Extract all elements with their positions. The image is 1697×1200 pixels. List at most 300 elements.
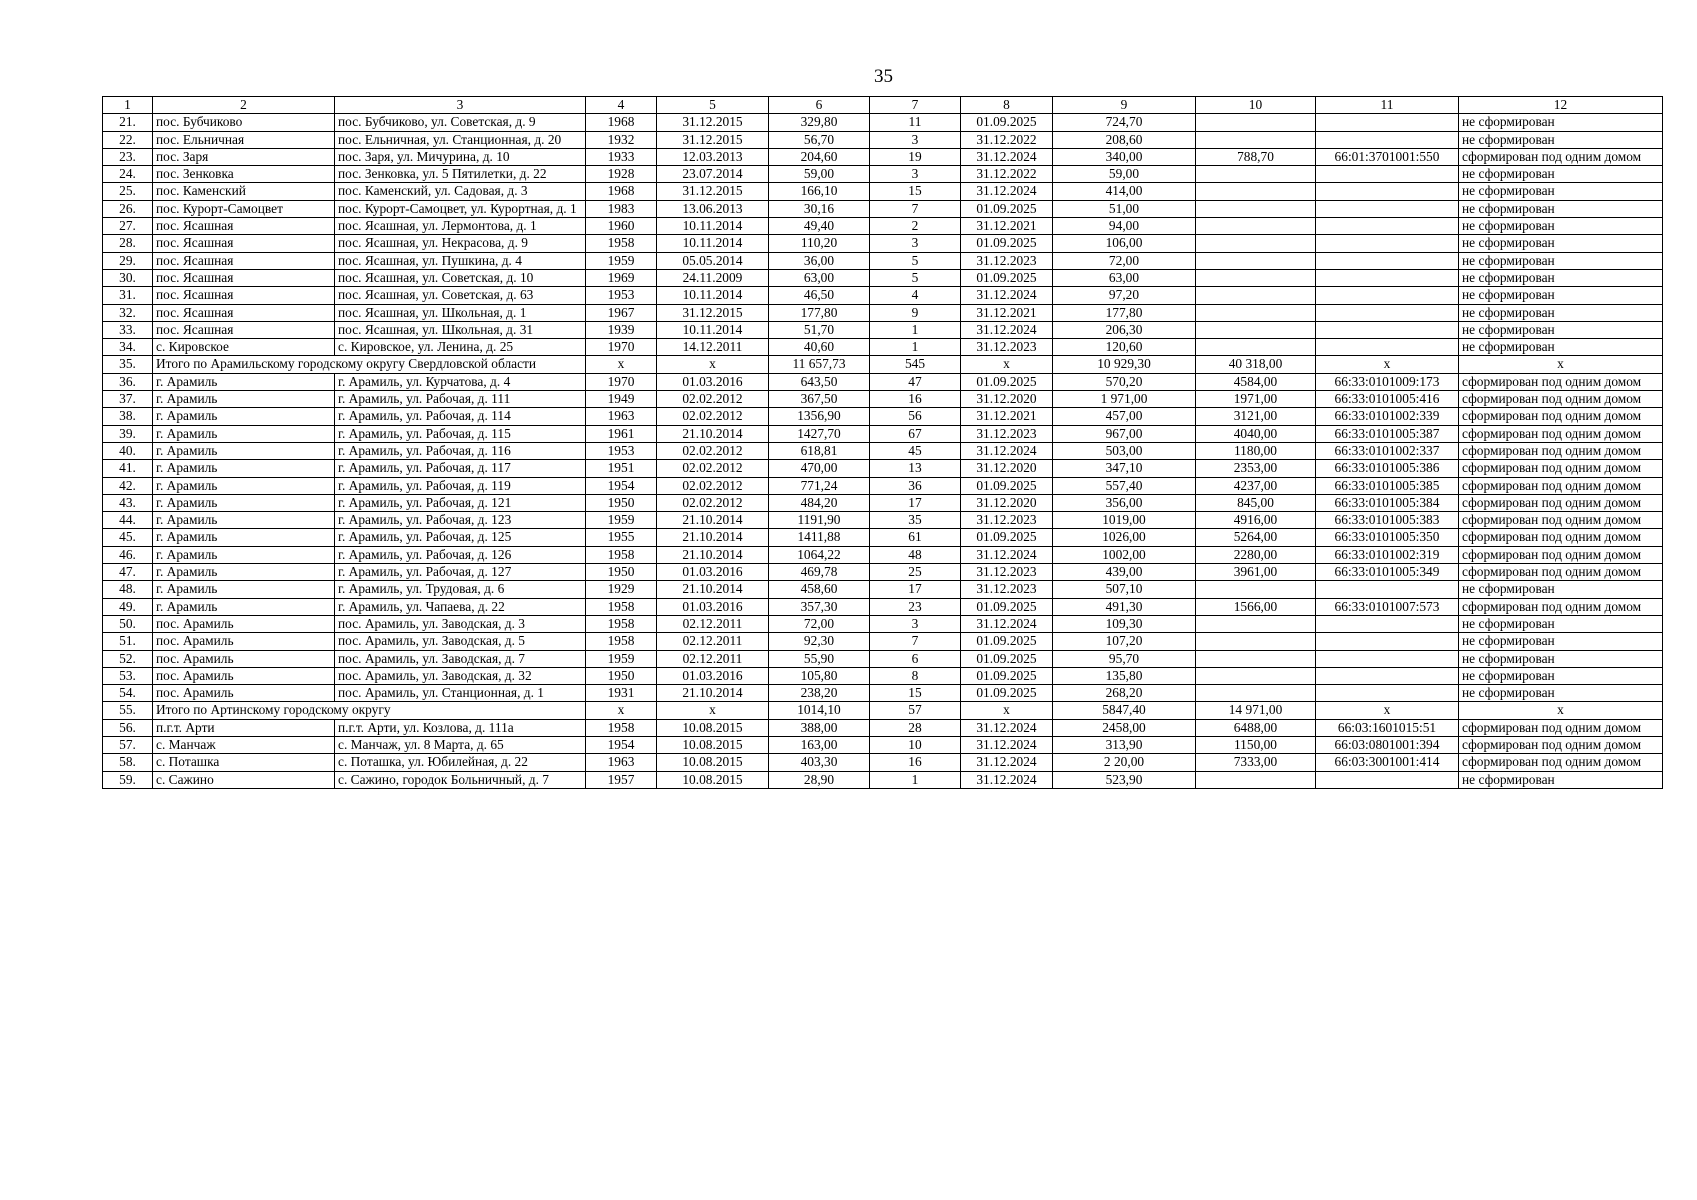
land-area-cell: 40 318,00 <box>1196 356 1316 373</box>
table-row <box>103 494 1663 511</box>
year-built-cell: 1957 <box>586 771 657 788</box>
land-status-cell: не сформирован <box>1459 183 1663 200</box>
address-cell: пос. Ясашная, ул. Советская, д. 63 <box>335 287 586 304</box>
locality-cell: пос. Заря <box>153 148 335 165</box>
area-to-resettle-cell: 109,30 <box>1053 615 1196 632</box>
address-cell: г. Арамиль, ул. Чапаева, д. 22 <box>335 598 586 615</box>
residents-cell: 45 <box>870 442 961 459</box>
column-header: 3 <box>335 97 586 114</box>
table-row <box>103 131 1663 148</box>
residents-cell: 67 <box>870 425 961 442</box>
land-status-cell: не сформирован <box>1459 131 1663 148</box>
year-built-cell: 1955 <box>586 529 657 546</box>
row-number-cell: 23. <box>103 148 153 165</box>
table-row <box>103 771 1663 788</box>
year-built-cell: 1950 <box>586 667 657 684</box>
locality-cell: г. Арамиль <box>153 494 335 511</box>
area-cell: 643,50 <box>769 373 870 390</box>
land-area-cell <box>1196 581 1316 598</box>
row-number-cell: 37. <box>103 391 153 408</box>
year-built-cell: 1959 <box>586 650 657 667</box>
land-area-cell <box>1196 200 1316 217</box>
land-area-cell: 6488,00 <box>1196 719 1316 736</box>
address-cell: г. Арамиль, ул. Рабочая, д. 115 <box>335 425 586 442</box>
locality-cell: пос. Арамиль <box>153 650 335 667</box>
cadastral-number-cell <box>1316 339 1459 356</box>
land-area-cell <box>1196 321 1316 338</box>
land-status-cell: сформирован под одним домом <box>1459 719 1663 736</box>
area-cell: 367,50 <box>769 391 870 408</box>
row-number-cell: 55. <box>103 702 153 719</box>
column-header: 9 <box>1053 97 1196 114</box>
residents-cell: 2 <box>870 218 961 235</box>
resettlement-deadline-cell: 31.12.2022 <box>961 166 1053 183</box>
recognition-date-cell: 31.12.2015 <box>657 183 769 200</box>
area-to-resettle-cell: 268,20 <box>1053 685 1196 702</box>
land-status-cell: не сформирован <box>1459 235 1663 252</box>
cadastral-number-cell: 66:33:0101005:383 <box>1316 512 1459 529</box>
residents-cell: 5 <box>870 252 961 269</box>
table-row <box>103 442 1663 459</box>
cadastral-number-cell <box>1316 200 1459 217</box>
resettlement-deadline-cell: 01.09.2025 <box>961 598 1053 615</box>
residents-cell: 57 <box>870 702 961 719</box>
area-cell: 46,50 <box>769 287 870 304</box>
locality-cell: г. Арамиль <box>153 373 335 390</box>
resettlement-deadline-cell: 31.12.2024 <box>961 736 1053 753</box>
land-status-cell: сформирован под одним домом <box>1459 564 1663 581</box>
locality-cell: пос. Зенковка <box>153 166 335 183</box>
year-built-cell: 1954 <box>586 477 657 494</box>
area-cell: 1427,70 <box>769 425 870 442</box>
land-status-cell: не сформирован <box>1459 321 1663 338</box>
cadastral-number-cell: 66:33:0101002:319 <box>1316 546 1459 563</box>
area-to-resettle-cell: 1 971,00 <box>1053 391 1196 408</box>
residents-cell: 17 <box>870 494 961 511</box>
column-header: 10 <box>1196 97 1316 114</box>
year-built-cell: 1961 <box>586 425 657 442</box>
resettlement-deadline-cell: 01.09.2025 <box>961 667 1053 684</box>
year-built-cell: 1958 <box>586 546 657 563</box>
year-built-cell: 1958 <box>586 615 657 632</box>
year-built-cell: 1963 <box>586 408 657 425</box>
resettlement-deadline-cell: 01.09.2025 <box>961 685 1053 702</box>
year-built-cell: 1950 <box>586 564 657 581</box>
land-status-cell: не сформирован <box>1459 339 1663 356</box>
row-number-cell: 52. <box>103 650 153 667</box>
land-area-cell: 4916,00 <box>1196 512 1316 529</box>
locality-cell: г. Арамиль <box>153 581 335 598</box>
recognition-date-cell: 02.02.2012 <box>657 391 769 408</box>
resettlement-deadline-cell: 31.12.2020 <box>961 391 1053 408</box>
address-cell: пос. Зенковка, ул. 5 Пятилетки, д. 22 <box>335 166 586 183</box>
row-number-cell: 42. <box>103 477 153 494</box>
table-row <box>103 391 1663 408</box>
table-row <box>103 252 1663 269</box>
residents-cell: 7 <box>870 633 961 650</box>
area-cell: 56,70 <box>769 131 870 148</box>
recognition-date-cell: 02.02.2012 <box>657 494 769 511</box>
address-cell: пос. Ясашная, ул. Советская, д. 10 <box>335 269 586 286</box>
table-row <box>103 200 1663 217</box>
resettlement-deadline-cell: 31.12.2024 <box>961 442 1053 459</box>
table-row <box>103 148 1663 165</box>
cadastral-number-cell: 66:33:0101005:386 <box>1316 460 1459 477</box>
table-row <box>103 598 1663 615</box>
address-cell: пос. Арамиль, ул. Станционная, д. 1 <box>335 685 586 702</box>
column-header: 1 <box>103 97 153 114</box>
recognition-date-cell: 12.03.2013 <box>657 148 769 165</box>
area-to-resettle-cell: 557,40 <box>1053 477 1196 494</box>
table-row <box>103 477 1663 494</box>
address-cell: с. Кировское, ул. Ленина, д. 25 <box>335 339 586 356</box>
residents-cell: 56 <box>870 408 961 425</box>
land-status-cell: сформирован под одним домом <box>1459 477 1663 494</box>
locality-cell: с. Манчаж <box>153 736 335 753</box>
land-area-cell <box>1196 235 1316 252</box>
resettlement-deadline-cell: 31.12.2020 <box>961 460 1053 477</box>
land-status-cell: сформирован под одним домом <box>1459 391 1663 408</box>
table-row <box>103 736 1663 753</box>
locality-cell: пос. Курорт-Самоцвет <box>153 200 335 217</box>
recognition-date-cell: 10.11.2014 <box>657 235 769 252</box>
land-area-cell <box>1196 183 1316 200</box>
cadastral-number-cell <box>1316 650 1459 667</box>
locality-cell: пос. Ельничная <box>153 131 335 148</box>
residents-cell: 6 <box>870 650 961 667</box>
recognition-date-cell: 10.08.2015 <box>657 719 769 736</box>
land-area-cell: 5264,00 <box>1196 529 1316 546</box>
resettlement-deadline-cell: 31.12.2024 <box>961 148 1053 165</box>
residents-cell: 16 <box>870 754 961 771</box>
locality-cell: пос. Ясашная <box>153 269 335 286</box>
locality-cell: г. Арамиль <box>153 598 335 615</box>
resettlement-deadline-cell: 31.12.2021 <box>961 408 1053 425</box>
cadastral-number-cell <box>1316 269 1459 286</box>
resettlement-deadline-cell: 31.12.2023 <box>961 512 1053 529</box>
recognition-date-cell: 14.12.2011 <box>657 339 769 356</box>
row-number-cell: 43. <box>103 494 153 511</box>
land-status-cell: не сформирован <box>1459 269 1663 286</box>
year-built-cell: 1933 <box>586 148 657 165</box>
cadastral-number-cell <box>1316 667 1459 684</box>
resettlement-deadline-cell: 01.09.2025 <box>961 114 1053 131</box>
recognition-date-cell: 05.05.2014 <box>657 252 769 269</box>
land-area-cell <box>1196 287 1316 304</box>
cadastral-number-cell: 66:33:0101005:349 <box>1316 564 1459 581</box>
cadastral-number-cell: 66:03:0801001:394 <box>1316 736 1459 753</box>
year-built-cell: 1950 <box>586 494 657 511</box>
row-number-cell: 49. <box>103 598 153 615</box>
land-status-cell: сформирован под одним домом <box>1459 408 1663 425</box>
recognition-date-cell: 21.10.2014 <box>657 581 769 598</box>
cadastral-number-cell: x <box>1316 356 1459 373</box>
cadastral-number-cell: 66:33:0101005:416 <box>1316 391 1459 408</box>
cadastral-number-cell: 66:33:0101005:384 <box>1316 494 1459 511</box>
land-status-cell: сформирован под одним домом <box>1459 148 1663 165</box>
total-label-cell: Итого по Арамильскому городскому округу Свердловской области <box>153 356 586 373</box>
area-to-resettle-cell: 967,00 <box>1053 425 1196 442</box>
row-number-cell: 50. <box>103 615 153 632</box>
recognition-date-cell: 02.12.2011 <box>657 633 769 650</box>
land-status-cell: не сформирован <box>1459 633 1663 650</box>
residents-cell: 16 <box>870 391 961 408</box>
area-to-resettle-cell: 313,90 <box>1053 736 1196 753</box>
land-area-cell <box>1196 633 1316 650</box>
resettlement-deadline-cell: 31.12.2024 <box>961 287 1053 304</box>
recognition-date-cell: 01.03.2016 <box>657 598 769 615</box>
year-built-cell: 1951 <box>586 460 657 477</box>
recognition-date-cell: x <box>657 356 769 373</box>
area-to-resettle-cell: 206,30 <box>1053 321 1196 338</box>
table-row <box>103 460 1663 477</box>
residents-cell: 13 <box>870 460 961 477</box>
resettlement-deadline-cell: 31.12.2023 <box>961 339 1053 356</box>
area-cell: 28,90 <box>769 771 870 788</box>
area-cell: 11 657,73 <box>769 356 870 373</box>
locality-cell: г. Арамиль <box>153 442 335 459</box>
cadastral-number-cell: 66:33:0101009:173 <box>1316 373 1459 390</box>
area-cell: 329,80 <box>769 114 870 131</box>
locality-cell: п.г.т. Арти <box>153 719 335 736</box>
address-cell: г. Арамиль, ул. Рабочая, д. 126 <box>335 546 586 563</box>
locality-cell: пос. Ясашная <box>153 287 335 304</box>
locality-cell: г. Арамиль <box>153 477 335 494</box>
table-row <box>103 529 1663 546</box>
row-number-cell: 24. <box>103 166 153 183</box>
land-status-cell: не сформирован <box>1459 771 1663 788</box>
recognition-date-cell: 02.12.2011 <box>657 615 769 632</box>
address-cell: пос. Ясашная, ул. Лермонтова, д. 1 <box>335 218 586 235</box>
area-cell: 166,10 <box>769 183 870 200</box>
address-cell: г. Арамиль, ул. Трудовая, д. 6 <box>335 581 586 598</box>
row-number-cell: 22. <box>103 131 153 148</box>
row-number-cell: 46. <box>103 546 153 563</box>
land-area-cell: 788,70 <box>1196 148 1316 165</box>
address-cell: пос. Ясашная, ул. Школьная, д. 31 <box>335 321 586 338</box>
cadastral-number-cell <box>1316 166 1459 183</box>
column-header: 6 <box>769 97 870 114</box>
address-cell: г. Арамиль, ул. Рабочая, д. 111 <box>335 391 586 408</box>
land-status-cell: не сформирован <box>1459 304 1663 321</box>
area-to-resettle-cell: 120,60 <box>1053 339 1196 356</box>
area-to-resettle-cell: 97,20 <box>1053 287 1196 304</box>
year-built-cell: 1953 <box>586 442 657 459</box>
land-status-cell: сформирован под одним домом <box>1459 425 1663 442</box>
table-row <box>103 321 1663 338</box>
resettlement-deadline-cell: x <box>961 356 1053 373</box>
table-row <box>103 339 1663 356</box>
area-cell: 1064,22 <box>769 546 870 563</box>
table-row <box>103 114 1663 131</box>
residents-cell: 7 <box>870 200 961 217</box>
area-cell: 63,00 <box>769 269 870 286</box>
land-status-cell: сформирован под одним домом <box>1459 460 1663 477</box>
cadastral-number-cell <box>1316 615 1459 632</box>
year-built-cell: 1958 <box>586 598 657 615</box>
year-built-cell: 1968 <box>586 183 657 200</box>
land-area-cell: 4040,00 <box>1196 425 1316 442</box>
table-row <box>103 667 1663 684</box>
cadastral-number-cell <box>1316 304 1459 321</box>
table-row <box>103 581 1663 598</box>
land-area-cell <box>1196 131 1316 148</box>
locality-cell: г. Арамиль <box>153 391 335 408</box>
residents-cell: 545 <box>870 356 961 373</box>
address-cell: пос. Ясашная, ул. Некрасова, д. 9 <box>335 235 586 252</box>
cadastral-number-cell: 66:33:0101002:337 <box>1316 442 1459 459</box>
land-status-cell: сформирован под одним домом <box>1459 754 1663 771</box>
recognition-date-cell: 21.10.2014 <box>657 685 769 702</box>
area-cell: 51,70 <box>769 321 870 338</box>
recognition-date-cell: 24.11.2009 <box>657 269 769 286</box>
row-number-cell: 34. <box>103 339 153 356</box>
area-to-resettle-cell: 51,00 <box>1053 200 1196 217</box>
year-built-cell: x <box>586 702 657 719</box>
resettlement-deadline-cell: 01.09.2025 <box>961 373 1053 390</box>
residents-cell: 19 <box>870 148 961 165</box>
resettlement-deadline-cell: 31.12.2020 <box>961 494 1053 511</box>
recognition-date-cell: 10.11.2014 <box>657 218 769 235</box>
land-status-cell: сформирован под одним домом <box>1459 373 1663 390</box>
land-status-cell: не сформирован <box>1459 581 1663 598</box>
locality-cell: с. Сажино <box>153 771 335 788</box>
area-to-resettle-cell: 208,60 <box>1053 131 1196 148</box>
area-cell: 92,30 <box>769 633 870 650</box>
resettlement-deadline-cell: 31.12.2024 <box>961 615 1053 632</box>
resettlement-deadline-cell: 01.09.2025 <box>961 529 1053 546</box>
recognition-date-cell: 31.12.2015 <box>657 114 769 131</box>
address-cell: п.г.т. Арти, ул. Козлова, д. 111а <box>335 719 586 736</box>
area-cell: 458,60 <box>769 581 870 598</box>
table-row <box>103 512 1663 529</box>
residents-cell: 3 <box>870 615 961 632</box>
address-cell: г. Арамиль, ул. Рабочая, д. 121 <box>335 494 586 511</box>
land-area-cell <box>1196 304 1316 321</box>
total-label-cell: Итого по Артинскому городскому округу <box>153 702 586 719</box>
row-number-cell: 47. <box>103 564 153 581</box>
table-row <box>103 166 1663 183</box>
table-row <box>103 546 1663 563</box>
area-to-resettle-cell: 347,10 <box>1053 460 1196 477</box>
area-cell: 771,24 <box>769 477 870 494</box>
address-cell: пос. Бубчиково, ул. Советская, д. 9 <box>335 114 586 131</box>
recognition-date-cell: 01.03.2016 <box>657 373 769 390</box>
land-status-cell: не сформирован <box>1459 650 1663 667</box>
cadastral-number-cell: 66:33:0101002:339 <box>1316 408 1459 425</box>
table-total-row <box>103 356 1663 373</box>
year-built-cell: 1959 <box>586 512 657 529</box>
land-status-cell: x <box>1459 356 1663 373</box>
locality-cell: г. Арамиль <box>153 425 335 442</box>
address-cell: пос. Ельничная, ул. Станционная, д. 20 <box>335 131 586 148</box>
row-number-cell: 57. <box>103 736 153 753</box>
recognition-date-cell: 31.12.2015 <box>657 131 769 148</box>
land-area-cell <box>1196 252 1316 269</box>
area-to-resettle-cell: 59,00 <box>1053 166 1196 183</box>
cadastral-number-cell: 66:33:0101007:573 <box>1316 598 1459 615</box>
row-number-cell: 30. <box>103 269 153 286</box>
address-cell: г. Арамиль, ул. Рабочая, д. 123 <box>335 512 586 529</box>
area-cell: 59,00 <box>769 166 870 183</box>
area-to-resettle-cell: 72,00 <box>1053 252 1196 269</box>
area-cell: 163,00 <box>769 736 870 753</box>
recognition-date-cell: 13.06.2013 <box>657 200 769 217</box>
area-cell: 1014,10 <box>769 702 870 719</box>
area-cell: 204,60 <box>769 148 870 165</box>
residents-cell: 15 <box>870 685 961 702</box>
row-number-cell: 27. <box>103 218 153 235</box>
land-area-cell: 3961,00 <box>1196 564 1316 581</box>
locality-cell: пос. Ясашная <box>153 235 335 252</box>
area-to-resettle-cell: 340,00 <box>1053 148 1196 165</box>
row-number-cell: 38. <box>103 408 153 425</box>
land-status-cell: не сформирован <box>1459 200 1663 217</box>
area-to-resettle-cell: 414,00 <box>1053 183 1196 200</box>
year-built-cell: 1969 <box>586 269 657 286</box>
row-number-cell: 44. <box>103 512 153 529</box>
table-row <box>103 408 1663 425</box>
locality-cell: г. Арамиль <box>153 408 335 425</box>
recognition-date-cell: 10.11.2014 <box>657 321 769 338</box>
residents-cell: 1 <box>870 771 961 788</box>
year-built-cell: 1958 <box>586 633 657 650</box>
cadastral-number-cell: 66:03:1601015:51 <box>1316 719 1459 736</box>
resettlement-deadline-cell: 01.09.2025 <box>961 633 1053 650</box>
column-header: 4 <box>586 97 657 114</box>
area-cell: 618,81 <box>769 442 870 459</box>
table-row <box>103 425 1663 442</box>
cadastral-number-cell: 66:33:0101005:387 <box>1316 425 1459 442</box>
table-row <box>103 235 1663 252</box>
residents-cell: 3 <box>870 166 961 183</box>
land-area-cell <box>1196 339 1316 356</box>
area-to-resettle-cell: 503,00 <box>1053 442 1196 459</box>
address-cell: г. Арамиль, ул. Рабочая, д. 127 <box>335 564 586 581</box>
year-built-cell: 1928 <box>586 166 657 183</box>
cadastral-number-cell <box>1316 252 1459 269</box>
address-cell: пос. Каменский, ул. Садовая, д. 3 <box>335 183 586 200</box>
locality-cell: пос. Каменский <box>153 183 335 200</box>
area-cell: 55,90 <box>769 650 870 667</box>
row-number-cell: 56. <box>103 719 153 736</box>
resettlement-deadline-cell: 31.12.2024 <box>961 546 1053 563</box>
area-to-resettle-cell: 2 20,00 <box>1053 754 1196 771</box>
address-cell: г. Арамиль, ул. Рабочая, д. 117 <box>335 460 586 477</box>
recognition-date-cell: 23.07.2014 <box>657 166 769 183</box>
land-status-cell: сформирован под одним домом <box>1459 512 1663 529</box>
area-to-resettle-cell: 95,70 <box>1053 650 1196 667</box>
year-built-cell: 1954 <box>586 736 657 753</box>
cadastral-number-cell <box>1316 114 1459 131</box>
resettlement-deadline-cell: 31.12.2024 <box>961 771 1053 788</box>
page-number: 35 <box>874 66 893 87</box>
cadastral-number-cell <box>1316 287 1459 304</box>
land-area-cell <box>1196 114 1316 131</box>
column-header: 5 <box>657 97 769 114</box>
table-row <box>103 633 1663 650</box>
resettlement-deadline-cell: 01.09.2025 <box>961 200 1053 217</box>
year-built-cell: 1953 <box>586 287 657 304</box>
table-total-row <box>103 702 1663 719</box>
residents-cell: 36 <box>870 477 961 494</box>
resettlement-deadline-cell: 31.12.2023 <box>961 564 1053 581</box>
cadastral-number-cell: 66:33:0101005:350 <box>1316 529 1459 546</box>
resettlement-deadline-cell: 31.12.2024 <box>961 321 1053 338</box>
row-number-cell: 59. <box>103 771 153 788</box>
row-number-cell: 54. <box>103 685 153 702</box>
address-cell: с. Сажино, городок Больничный, д. 7 <box>335 771 586 788</box>
